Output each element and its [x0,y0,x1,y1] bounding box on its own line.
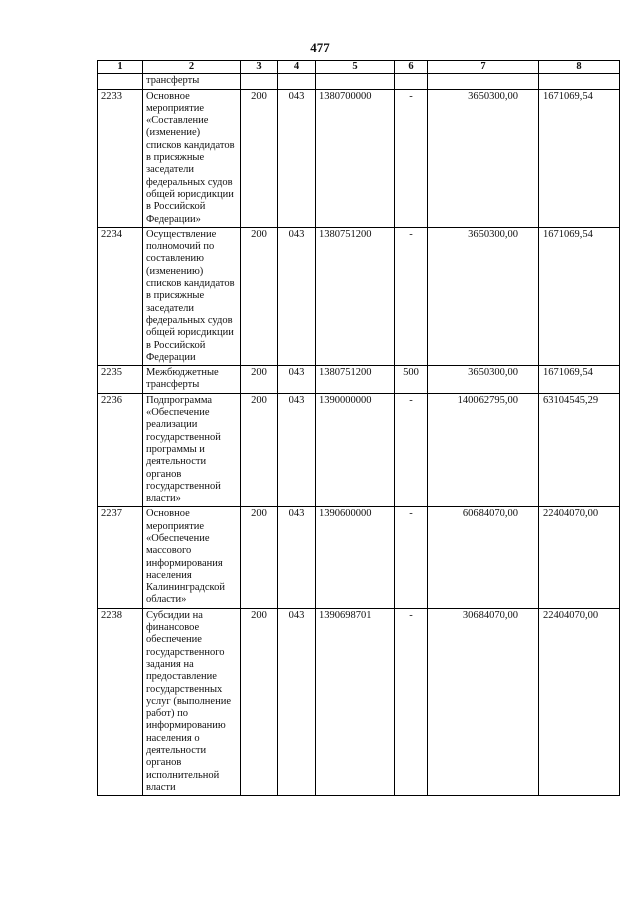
cell-col-7: 3650300,00 [428,89,539,227]
cell-col-3: 200 [241,393,278,507]
table-row [98,393,620,507]
continuation-row [98,74,620,89]
page-number: 477 [310,40,330,55]
cell-empty [428,74,539,89]
cell-col-5: 1390600000 [316,507,395,608]
header-col-8: 8 [539,61,620,74]
cell-col-7: 60684070,00 [428,507,539,608]
row-number: 2234 [98,227,143,365]
cell-col-5: 1390698701 [316,608,395,795]
header-col-5: 5 [316,61,395,74]
header-col-6: 6 [395,61,428,74]
cell-col-4: 043 [278,227,316,365]
cell-empty [278,74,316,89]
continuation-text: трансферты [143,74,241,89]
table-row [98,227,620,365]
cell-col-5: 1380700000 [316,89,395,227]
row-name: Осуществление полномочий по составлению (изменению) списков кандидатов в присяжные заседатели федеральных судов общей юрисдикции в Российской Федерации [143,227,241,365]
table-row [98,366,620,394]
table-row [98,608,620,795]
cell-col-8: 1671069,54 [539,89,620,227]
header-row [98,61,620,74]
cell-empty [539,74,620,89]
cell-col-6: - [395,393,428,507]
cell-col-4: 043 [278,393,316,507]
cell-col-4: 043 [278,89,316,227]
cell-col-3: 200 [241,507,278,608]
cell-col-6: - [395,227,428,365]
cell-col-7: 140062795,00 [428,393,539,507]
row-number: 2235 [98,366,143,394]
cell-col-3: 200 [241,366,278,394]
cell-col-7: 3650300,00 [428,227,539,365]
cell-empty [395,74,428,89]
cell-col-7: 3650300,00 [428,366,539,394]
cell-col-6: - [395,507,428,608]
cell-col-5: 1390000000 [316,393,395,507]
cell-col-4: 043 [278,507,316,608]
row-name: Субсидии на финансовое обеспечение государственного задания на предоставление государственных услуг (выполнение работ) по информированию населения о деятельности органов исполнительной власти [143,608,241,795]
row-name: Межбюджетные трансферты [143,366,241,394]
cell-col-3: 200 [241,608,278,795]
cell-col-3: 200 [241,227,278,365]
cell-empty [316,74,395,89]
row-number: 2236 [98,393,143,507]
cell-col-4: 043 [278,608,316,795]
cell-empty [241,74,278,89]
header-col-2: 2 [143,61,241,74]
cell-col-6: 500 [395,366,428,394]
cell-empty [98,74,143,89]
row-name: Подпрограмма «Обеспечение реализации государственной программы и деятельности органов государственной власти» [143,393,241,507]
header-col-4: 4 [278,61,316,74]
cell-col-8: 1671069,54 [539,366,620,394]
cell-col-7: 30684070,00 [428,608,539,795]
table-row [98,89,620,227]
cell-col-8: 22404070,00 [539,608,620,795]
cell-col-8: 22404070,00 [539,507,620,608]
cell-col-4: 043 [278,366,316,394]
cell-col-5: 1380751200 [316,366,395,394]
cell-col-5: 1380751200 [316,227,395,365]
budget-table [97,60,620,796]
header-col-7: 7 [428,61,539,74]
cell-col-8: 1671069,54 [539,227,620,365]
header-col-1: 1 [98,61,143,74]
cell-col-6: - [395,608,428,795]
table-row [98,507,620,608]
cell-col-6: - [395,89,428,227]
cell-col-8: 63104545,29 [539,393,620,507]
row-name: Основное мероприятие «Составление (изменение) списков кандидатов в присяжные заседатели федеральных судов общей юрисдикции в Российской Федерации» [143,89,241,227]
row-name: Основное мероприятие «Обеспечение массового информирования населения Калининградской области» [143,507,241,608]
row-number: 2233 [98,89,143,227]
row-number: 2238 [98,608,143,795]
cell-col-3: 200 [241,89,278,227]
row-number: 2237 [98,507,143,608]
header-col-3: 3 [241,61,278,74]
